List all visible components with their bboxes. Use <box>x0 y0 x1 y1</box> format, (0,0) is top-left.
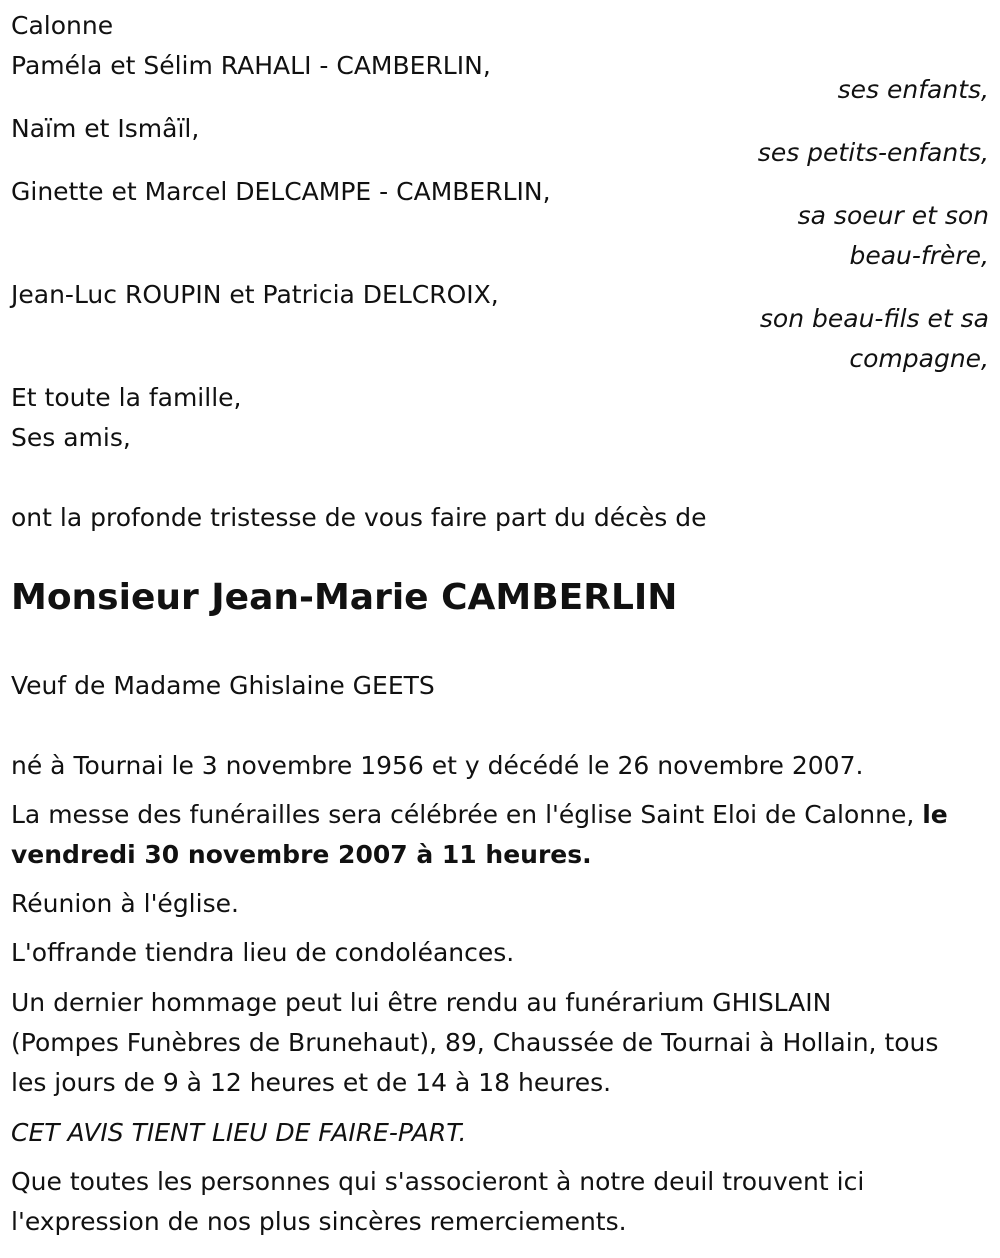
family-all: Et toute la famille, <box>11 383 242 412</box>
funeral-mass-text: La messe des funérailles sera célébrée en l'église Saint Eloi de Calonne, <box>11 800 923 829</box>
family-names-sister: Ginette et Marcel DELCAMPE - CAMBERLIN, <box>11 177 551 206</box>
relation-sister-line2: beau-frère, <box>849 241 989 270</box>
homage: Un dernier hommage peut lui être rendu au funérarium GHISLAIN (Pompes Funèbres de Brunehaut), 89, Chaussée de Tournai à Hollain, tous les jours de 9 à 12 heures et de 14 à 18 heures. <box>11 988 939 1097</box>
relation-children: ses enfants, <box>837 75 989 104</box>
deceased-name: Monsieur Jean-Marie CAMBERLIN <box>11 577 678 618</box>
widower-of: Veuf de Madame Ghislaine GEETS <box>11 671 435 700</box>
friends: Ses amis, <box>11 423 131 452</box>
funeral-mass <box>11 795 989 875</box>
thanks: Que toutes les personnes qui s'associeront à notre deuil trouvent ici l'expression de nos plus sincères remerciements. <box>11 1167 865 1236</box>
family-names-stepson: Jean-Luc ROUPIN et Patricia DELCROIX, <box>11 280 499 309</box>
relation-sister-line1: sa soeur et son <box>797 201 989 230</box>
meeting: Réunion à l'église. <box>11 889 239 918</box>
family-names-grandchildren: Naïm et Ismâïl, <box>11 114 200 143</box>
relation-stepson-line2: compagne, <box>849 344 989 373</box>
announcement: ont la profonde tristesse de vous faire part du décès de <box>11 503 707 532</box>
birth-death: né à Tournai le 3 novembre 1956 et y décédé le 26 novembre 2007. <box>11 751 864 780</box>
family-names-children: Paméla et Sélim RAHALI - CAMBERLIN, <box>11 51 491 80</box>
offering: L'offrande tiendra lieu de condoléances. <box>11 938 515 967</box>
funeral-mass-date: le vendredi 30 novembre 2007 à 11 heures. <box>11 800 948 869</box>
relation-grandchildren: ses petits-enfants, <box>757 138 989 167</box>
town: Calonne <box>11 11 114 40</box>
notice: CET AVIS TIENT LIEU DE FAIRE-PART. <box>11 1118 467 1147</box>
relation-stepson-line1: son beau-fils et sa <box>759 304 989 333</box>
